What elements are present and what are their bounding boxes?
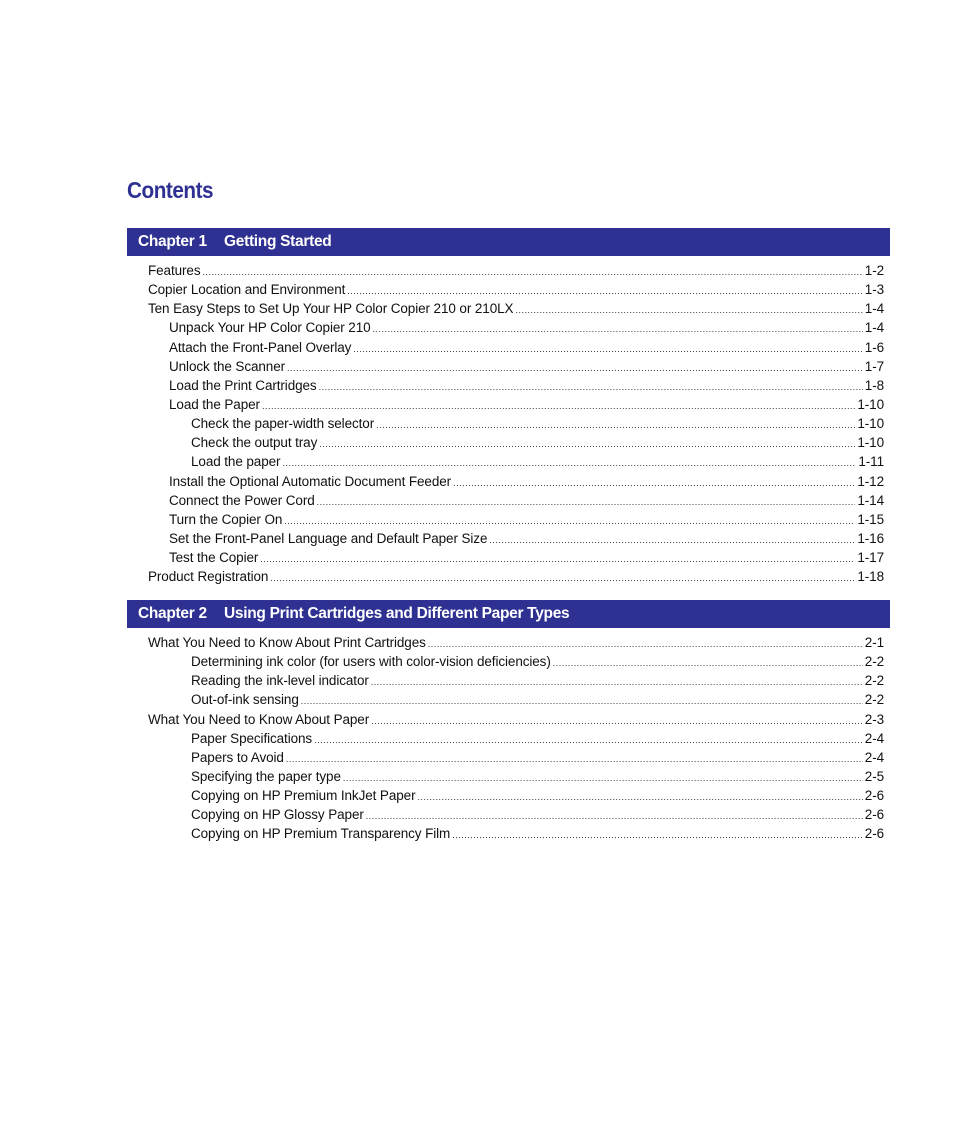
toc-entry[interactable] — [127, 452, 890, 471]
dot-leader — [373, 320, 863, 339]
dot-leader — [489, 531, 855, 550]
toc-entry-page-number: 2-2 — [864, 673, 884, 689]
dot-leader — [553, 654, 863, 673]
toc-entry-title: Out-of-ink sensing — [191, 692, 299, 708]
toc-entry-list — [127, 628, 890, 844]
toc-entry-page-number: 1-8 — [864, 377, 884, 393]
chapter-2-section — [127, 600, 890, 844]
toc-entry-page-number: 2-6 — [864, 826, 884, 842]
dot-leader — [452, 826, 863, 845]
dot-leader — [353, 340, 862, 359]
dot-leader — [287, 359, 863, 378]
toc-entry-title: Load the paper — [191, 454, 281, 470]
toc-entry[interactable] — [127, 567, 890, 586]
toc-entry[interactable] — [127, 805, 890, 824]
toc-entry-page-number: 1-15 — [857, 511, 884, 527]
toc-entry[interactable] — [127, 280, 890, 299]
chapter-number: Chapter 1 — [138, 233, 207, 250]
toc-entry-page-number: 2-3 — [864, 711, 884, 727]
chapter-header-bar — [127, 228, 890, 256]
toc-entry[interactable] — [127, 299, 890, 318]
toc-entry-title: Copying on HP Premium Transparency Film — [191, 826, 451, 842]
toc-entry-title: Reading the ink-level indicator — [191, 673, 369, 689]
toc-entry-page-number: 2-4 — [864, 730, 884, 746]
toc-entry[interactable] — [127, 652, 890, 671]
toc-entry-page-number: 2-6 — [864, 788, 884, 804]
toc-entry-title: Papers to Avoid — [191, 749, 284, 765]
toc-entry-title: What You Need to Know About Paper — [148, 711, 370, 727]
dot-leader — [371, 673, 863, 692]
toc-entry-title: Determining ink color (for users with color-vision deficiencies) — [191, 654, 551, 670]
toc-entry-page-number: 1-10 — [857, 416, 884, 432]
toc-entry-page-number: 2-6 — [864, 807, 884, 823]
toc-entry-title: Load the Paper — [169, 396, 260, 412]
toc-entry-title: Test the Copier — [169, 550, 259, 566]
toc-entry[interactable] — [127, 748, 890, 767]
toc-entry-title: What You Need to Know About Print Cartridges — [148, 635, 426, 650]
chapter-title: Using Print Cartridges and Different Paper Types — [224, 605, 570, 622]
toc-entry[interactable] — [127, 338, 890, 357]
dot-leader — [417, 788, 862, 807]
toc-entry-title: Check the paper-width selector — [191, 416, 375, 432]
toc-entry-page-number: 1-7 — [864, 358, 884, 374]
dot-leader — [371, 712, 863, 731]
toc-entry-title: Product Registration — [148, 569, 269, 585]
toc-entry-page-number: 1-14 — [857, 492, 884, 508]
toc-entry-title: Check the output tray — [191, 435, 318, 451]
dot-leader — [282, 454, 856, 473]
toc-entry-page-number: 2-5 — [864, 768, 884, 784]
toc-entry-page-number: 1-12 — [857, 473, 884, 489]
chapter-header-bar — [127, 600, 890, 628]
toc-entry[interactable] — [127, 690, 890, 709]
chapter-title: Getting Started — [224, 233, 332, 250]
toc-entry-page-number: 2-4 — [864, 749, 884, 765]
dot-leader — [347, 282, 863, 301]
toc-entry-title: Load the Print Cartridges — [169, 377, 317, 393]
dot-leader — [260, 550, 855, 569]
dot-leader — [314, 731, 863, 750]
toc-entry-title: Copying on HP Glossy Paper — [191, 807, 364, 823]
toc-entry[interactable] — [127, 767, 890, 786]
dot-leader — [428, 635, 863, 654]
toc-entry[interactable] — [127, 824, 890, 843]
toc-entry-page-number: 1-10 — [857, 435, 884, 451]
toc-entry[interactable] — [127, 433, 890, 452]
toc-entry[interactable] — [127, 376, 890, 395]
toc-entry[interactable] — [127, 633, 890, 652]
toc-entry-list — [127, 256, 890, 586]
toc-entry[interactable] — [127, 548, 890, 567]
toc-entry-title: Turn the Copier On — [169, 511, 283, 527]
toc-entry-page-number: 1-17 — [857, 550, 884, 566]
toc-entry-page-number: 1-6 — [864, 339, 884, 355]
toc-entry-title: Ten Easy Steps to Set Up Your HP Color Copier 210 or 210LX — [148, 301, 514, 317]
page-title: Contents — [127, 177, 214, 203]
dot-leader — [319, 378, 863, 397]
toc-entry-page-number: 1-11 — [858, 454, 884, 470]
toc-entry-page-number: 1-2 — [864, 263, 884, 278]
toc-entry[interactable] — [127, 510, 890, 529]
toc-entry-page-number: 2-2 — [864, 654, 884, 670]
toc-entry-page-number: 1-10 — [857, 396, 884, 412]
chapter-1-section — [127, 228, 890, 586]
dot-leader — [366, 807, 863, 826]
toc-entry-page-number: 2-1 — [864, 635, 884, 650]
toc-entry-title: Unpack Your HP Color Copier 210 — [169, 320, 371, 336]
toc-entry[interactable] — [127, 472, 890, 491]
toc-entry-title: Features — [148, 263, 201, 278]
dot-leader — [202, 263, 862, 282]
toc-entry-page-number: 1-4 — [864, 320, 884, 336]
toc-entry-page-number: 1-18 — [857, 569, 884, 585]
dot-leader — [317, 493, 856, 512]
dot-leader — [343, 769, 863, 788]
dot-leader — [301, 692, 863, 711]
toc-entry-title: Unlock the Scanner — [169, 358, 286, 374]
toc-entry[interactable] — [127, 710, 890, 729]
toc-entry[interactable] — [127, 357, 890, 376]
dot-leader — [262, 397, 855, 416]
dot-leader — [319, 435, 855, 454]
dot-leader — [515, 301, 862, 320]
toc-entry-title: Connect the Power Cord — [169, 492, 315, 508]
toc-entry-title: Paper Specifications — [191, 730, 313, 746]
toc-entry[interactable] — [127, 318, 890, 337]
toc-entry-title: Specifying the paper type — [191, 768, 341, 784]
toc-entry[interactable] — [127, 529, 890, 548]
dot-leader — [284, 512, 855, 531]
toc-entry[interactable] — [127, 395, 890, 414]
toc-entry-page-number: 1-16 — [857, 530, 884, 546]
toc-entry[interactable] — [127, 414, 890, 433]
dot-leader — [286, 750, 863, 769]
dot-leader — [270, 569, 855, 588]
toc-entry-page-number: 2-2 — [864, 692, 884, 708]
dot-leader — [376, 416, 855, 435]
toc-entry-title: Set the Front-Panel Language and Default Paper Size — [169, 530, 488, 546]
toc-entry-title: Copier Location and Environment — [148, 282, 346, 298]
toc-entry[interactable] — [127, 491, 890, 510]
toc-entry[interactable] — [127, 671, 890, 690]
toc-entry-title: Attach the Front-Panel Overlay — [169, 339, 352, 355]
dot-leader — [453, 474, 855, 493]
toc-entry[interactable] — [127, 729, 890, 748]
toc-entry-page-number: 1-3 — [864, 282, 884, 298]
toc-entry-title: Copying on HP Premium InkJet Paper — [191, 788, 416, 804]
toc-entry-title: Install the Optional Automatic Document Feeder — [169, 473, 452, 489]
toc-entry[interactable] — [127, 786, 890, 805]
toc-entry[interactable] — [127, 261, 890, 280]
chapter-number: Chapter 2 — [138, 605, 207, 622]
toc-entry-page-number: 1-4 — [864, 301, 884, 317]
